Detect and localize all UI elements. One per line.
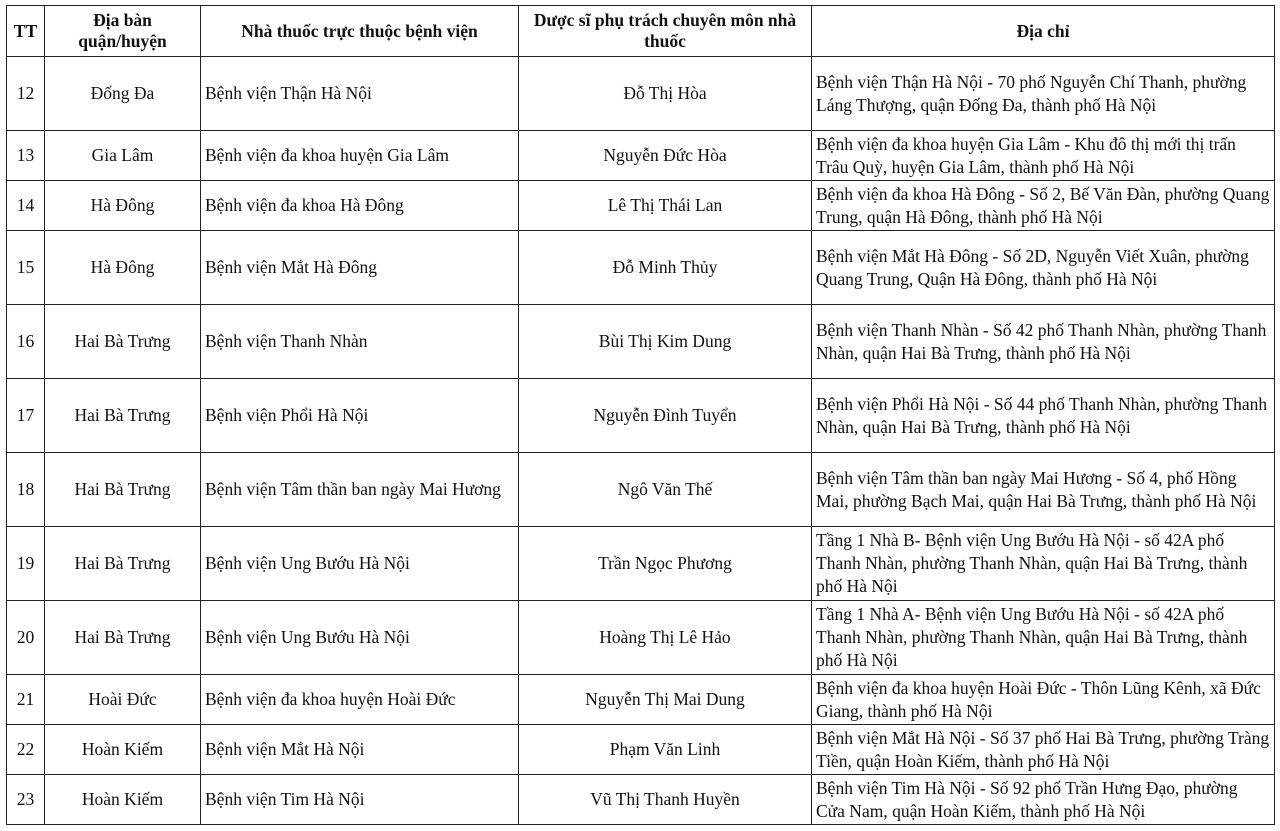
table-row xyxy=(7,131,1275,181)
cell-hospital: Bệnh viện Mắt Hà Đông xyxy=(201,231,519,305)
cell-pharmacist: Phạm Văn Linh xyxy=(519,725,812,775)
header-pharmacist: Dược sĩ phụ trách chuyên môn nhà thuốc xyxy=(519,6,812,57)
cell-tt: 21 xyxy=(7,675,45,725)
cell-address: Bệnh viện Thanh Nhàn - Số 42 phố Thanh Nhàn, phường Thanh Nhàn, quận Hai Bà Trưng, thành phố Hà Nội xyxy=(812,305,1275,379)
cell-district: Hai Bà Trưng xyxy=(45,453,201,527)
cell-hospital: Bệnh viện Thanh Nhàn xyxy=(201,305,519,379)
table-row xyxy=(7,453,1275,527)
cell-hospital: Bệnh viện Thận Hà Nội xyxy=(201,57,519,131)
header-district: Địa bàn quận/huyện xyxy=(45,6,201,57)
cell-tt: 16 xyxy=(7,305,45,379)
table-row xyxy=(7,57,1275,131)
cell-hospital: Bệnh viện đa khoa huyện Hoài Đức xyxy=(201,675,519,725)
cell-district: Hoàn Kiếm xyxy=(45,775,201,825)
cell-hospital: Bệnh viện đa khoa Hà Đông xyxy=(201,181,519,231)
cell-address: Bệnh viện Tim Hà Nội - Số 92 phố Trần Hưng Đạo, phường Cửa Nam, quận Hoàn Kiếm, thành phố Hà Nội xyxy=(812,775,1275,825)
cell-district: Hai Bà Trưng xyxy=(45,305,201,379)
cell-pharmacist: Vũ Thị Thanh Huyền xyxy=(519,775,812,825)
table-row xyxy=(7,379,1275,453)
table-row xyxy=(7,675,1275,725)
cell-address: Bệnh viện Mắt Hà Nội - Số 37 phố Hai Bà Trưng, phường Tràng Tiền, quận Hoàn Kiếm, thành phố Hà Nội xyxy=(812,725,1275,775)
cell-address: Bệnh viện Thận Hà Nội - 70 phố Nguyễn Chí Thanh, phường Láng Thượng, quận Đống Đa, thành phố Hà Nội xyxy=(812,57,1275,131)
cell-hospital: Bệnh viện Mắt Hà Nội xyxy=(201,725,519,775)
cell-address: Bệnh viện đa khoa huyện Gia Lâm - Khu đô thị mới thị trấn Trâu Quỳ, huyện Gia Lâm, thành phố Hà Nội xyxy=(812,131,1275,181)
cell-pharmacist: Lê Thị Thái Lan xyxy=(519,181,812,231)
cell-hospital: Bệnh viện Ung Bướu Hà Nội xyxy=(201,601,519,675)
cell-district: Hai Bà Trưng xyxy=(45,379,201,453)
cell-hospital: Bệnh viện Phổi Hà Nội xyxy=(201,379,519,453)
cell-address: Bệnh viện đa khoa Hà Đông - Số 2, Bế Văn Đàn, phường Quang Trung, quận Hà Đông, thành phố Hà Nội xyxy=(812,181,1275,231)
cell-pharmacist: Trần Ngọc Phương xyxy=(519,527,812,601)
cell-address: Bệnh viện Phổi Hà Nội - Số 44 phố Thanh Nhàn, phường Thanh Nhàn, quận Hai Bà Trưng, thành phố Hà Nội xyxy=(812,379,1275,453)
table-header-row xyxy=(7,6,1275,57)
pharmacy-table xyxy=(6,5,1275,825)
cell-hospital: Bệnh viện Tim Hà Nội xyxy=(201,775,519,825)
cell-address: Bệnh viện Tâm thần ban ngày Mai Hương - Số 4, phố Hồng Mai, phường Bạch Mai, quận Hai Bà Trưng, thành phố Hà Nội xyxy=(812,453,1275,527)
table-row xyxy=(7,775,1275,825)
table-row xyxy=(7,305,1275,379)
cell-tt: 17 xyxy=(7,379,45,453)
cell-hospital: Bệnh viện Tâm thần ban ngày Mai Hương xyxy=(201,453,519,527)
header-address: Địa chỉ xyxy=(812,6,1275,57)
cell-district: Gia Lâm xyxy=(45,131,201,181)
cell-hospital: Bệnh viện Ung Bướu Hà Nội xyxy=(201,527,519,601)
table-row xyxy=(7,181,1275,231)
cell-pharmacist: Nguyễn Đức Hòa xyxy=(519,131,812,181)
table-row xyxy=(7,725,1275,775)
cell-district: Hoàn Kiếm xyxy=(45,725,201,775)
cell-pharmacist: Ngô Văn Thế xyxy=(519,453,812,527)
cell-pharmacist: Đỗ Thị Hòa xyxy=(519,57,812,131)
cell-address: Bệnh viện Mắt Hà Đông - Số 2D, Nguyễn Viết Xuân, phường Quang Trung, Quận Hà Đông, thành phố Hà Nội xyxy=(812,231,1275,305)
cell-district: Hai Bà Trưng xyxy=(45,601,201,675)
cell-pharmacist: Hoàng Thị Lê Hảo xyxy=(519,601,812,675)
cell-tt: 20 xyxy=(7,601,45,675)
cell-tt: 13 xyxy=(7,131,45,181)
table-row xyxy=(7,527,1275,601)
cell-district: Hai Bà Trưng xyxy=(45,527,201,601)
cell-district: Đống Đa xyxy=(45,57,201,131)
cell-district: Hà Đông xyxy=(45,231,201,305)
cell-tt: 22 xyxy=(7,725,45,775)
cell-tt: 19 xyxy=(7,527,45,601)
cell-tt: 12 xyxy=(7,57,45,131)
table-row xyxy=(7,601,1275,675)
cell-address: Tầng 1 Nhà B- Bệnh viện Ung Bướu Hà Nội - số 42A phố Thanh Nhàn, phường Thanh Nhàn, quận Hai Bà Trưng, thành phố Hà Nội xyxy=(812,527,1275,601)
cell-tt: 18 xyxy=(7,453,45,527)
cell-pharmacist: Nguyễn Thị Mai Dung xyxy=(519,675,812,725)
header-hospital: Nhà thuốc trực thuộc bệnh viện xyxy=(201,6,519,57)
cell-pharmacist: Đỗ Minh Thủy xyxy=(519,231,812,305)
cell-tt: 14 xyxy=(7,181,45,231)
cell-pharmacist: Nguyễn Đình Tuyển xyxy=(519,379,812,453)
header-tt: TT xyxy=(7,6,45,57)
table-row xyxy=(7,231,1275,305)
cell-tt: 23 xyxy=(7,775,45,825)
cell-address: Bệnh viện đa khoa huyện Hoài Đức - Thôn Lũng Kênh, xã Đức Giang, thành phố Hà Nội xyxy=(812,675,1275,725)
cell-pharmacist: Bùi Thị Kim Dung xyxy=(519,305,812,379)
cell-tt: 15 xyxy=(7,231,45,305)
cell-hospital: Bệnh viện đa khoa huyện Gia Lâm xyxy=(201,131,519,181)
cell-district: Hoài Đức xyxy=(45,675,201,725)
cell-district: Hà Đông xyxy=(45,181,201,231)
cell-address: Tầng 1 Nhà A- Bệnh viện Ung Bướu Hà Nội - số 42A phố Thanh Nhàn, phường Thanh Nhàn, quận Hai Bà Trưng, thành phố Hà Nội xyxy=(812,601,1275,675)
